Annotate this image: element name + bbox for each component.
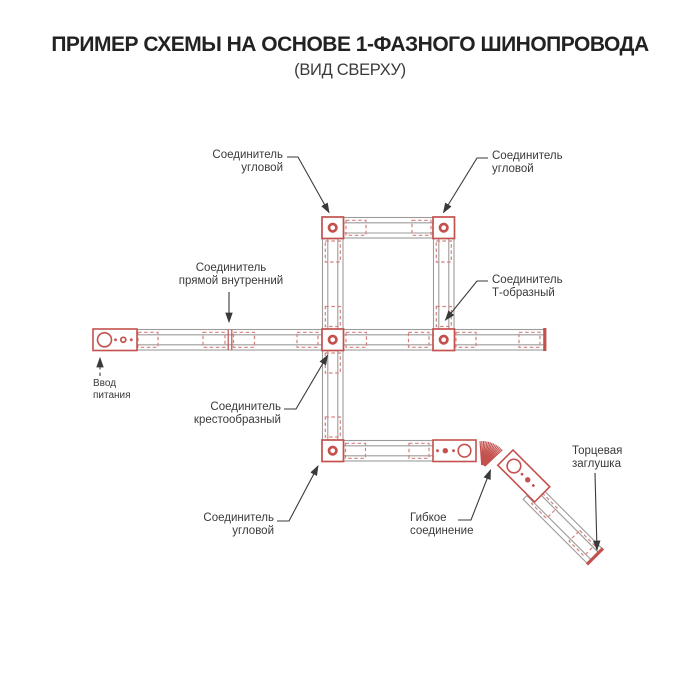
leader-end-cap (595, 473, 597, 550)
power-input-unit (93, 329, 137, 351)
busbar-track-main-horizontal (94, 330, 546, 351)
label-power-input: Ввод питания (93, 378, 131, 401)
page-title: ПРИМЕР СХЕМЫ НА ОСНОВЕ 1-ФАЗНОГО ШИНОПРОВОДА (51, 33, 649, 56)
label-corner-connector-bottom: Соединитель угловой (203, 512, 274, 538)
flexible-connector-diagonal-segment (498, 450, 550, 502)
flexible-connector (433, 440, 550, 502)
flexible-bellows (480, 441, 502, 466)
cross-connector (322, 329, 344, 351)
corner-connector-top-left (322, 217, 344, 239)
label-straight-internal-connector: Соединитель прямой внутренний (178, 262, 284, 288)
label-t-connector: Соединитель Т-образный (492, 274, 563, 300)
label-corner-connector-top-right: Соединитель угловой (492, 150, 563, 176)
label-flexible-connection: Гибкое соединение (410, 512, 474, 538)
leader-corner-top-right (444, 158, 489, 213)
corner-connector-top-right (433, 217, 455, 239)
flexible-connector-horizontal-segment (433, 440, 476, 462)
leader-corner-top-left (287, 157, 329, 213)
leader-corner-bottom (277, 466, 318, 521)
end-cap-main-track (543, 328, 546, 351)
leader-cross (284, 356, 328, 410)
label-corner-connector-top-left: Соединитель угловой (212, 149, 283, 175)
page-subtitle: (ВИД СВЕРХУ) (294, 61, 406, 79)
corner-connector-bottom (322, 440, 344, 462)
label-cross-connector: Соединитель крестообразный (193, 401, 281, 427)
label-end-cap: Торцевая заглушка (572, 445, 623, 471)
t-connector (433, 329, 455, 351)
